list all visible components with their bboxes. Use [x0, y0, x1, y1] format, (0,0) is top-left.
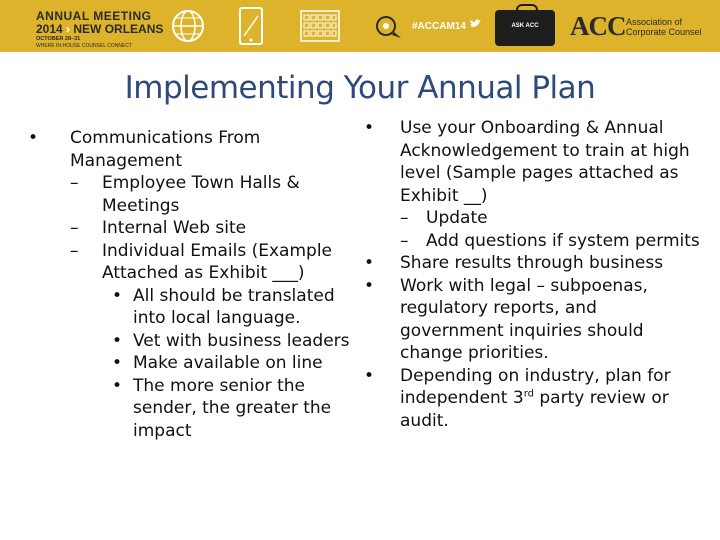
text-part: Depending on industry, plan for independent 3: [400, 365, 671, 408]
acc-logo: ACC: [570, 11, 626, 41]
event-hashtag: [412, 19, 481, 32]
logo-tagline: WHERE IN-HOUSE COUNSEL CONNECT: [36, 43, 132, 49]
list-item-text: Update: [426, 208, 488, 228]
ordinal-superscript: rd: [523, 388, 534, 400]
text-part: party review or audit.: [400, 388, 669, 431]
list-item-text: Employee Town Halls & Meetings: [102, 173, 300, 216]
list-item-text: Make available on line: [133, 353, 323, 373]
acc-name-line2: Corporate Counsel: [626, 27, 702, 37]
logo-city: NEW ORLEANS: [73, 22, 164, 36]
bullet-marker: •: [112, 353, 123, 373]
list-item: [364, 117, 704, 207]
list-item-text: Add questions if system permits: [426, 230, 700, 251]
list-item: [364, 252, 704, 275]
list-item-text: Share results through business: [400, 253, 664, 273]
list-item-text: Work with legal – subpoenas, regulatory reports, and government inquiries should change priorities.: [400, 275, 648, 363]
bullet-marker: •: [28, 128, 39, 148]
logo-event-year-city: [36, 22, 163, 36]
dash-marker: –: [70, 218, 79, 238]
dash-marker: –: [70, 240, 79, 261]
logo-event-name: ANNUAL MEETING: [36, 9, 152, 23]
slide-title: Implementing Your Annual Plan: [124, 70, 596, 106]
bullet-marker: •: [112, 330, 123, 351]
bullet-marker: •: [364, 365, 375, 386]
bag-label: ASK ACC: [511, 23, 539, 29]
list-item: [28, 172, 358, 217]
header-banner: [0, 0, 720, 52]
list-item-text: [400, 366, 671, 431]
annual-meeting-logo: [36, 9, 171, 49]
twitter-bird-icon: [469, 19, 481, 29]
hashtag-text: #ACCAM14: [412, 21, 466, 32]
list-item: [28, 127, 358, 172]
logo-year: 2014: [36, 22, 63, 36]
list-item: [28, 330, 358, 353]
list-item-text: All should be translated into local language.: [133, 285, 335, 328]
globe-icon: [170, 8, 206, 44]
right-column: [364, 117, 704, 432]
list-item: [364, 230, 704, 253]
list-item-text: Communications From Management: [70, 128, 261, 171]
bullet-marker: •: [364, 275, 375, 296]
dash-marker: –: [70, 173, 79, 193]
list-item: [28, 352, 358, 375]
list-item: [364, 365, 704, 433]
bullet-marker: •: [364, 253, 375, 273]
list-item-text: The more senior the sender, the greater the impact: [133, 375, 332, 441]
list-item: [364, 275, 704, 365]
calendar-grid-icon: [300, 10, 340, 42]
logo-dates: OCTOBER 28–31: [36, 36, 81, 42]
list-item: [364, 207, 704, 230]
bullet-marker: •: [364, 118, 375, 138]
list-item: [28, 217, 358, 240]
list-item: [28, 240, 358, 285]
list-item-text: Vet with business leaders: [133, 330, 350, 351]
list-item-text: Use your Onboarding & Annual Acknowledgement to train at high level (Sample pages attached as Exhibit __): [400, 118, 690, 206]
logo-separator: ›: [66, 22, 71, 36]
list-item-text: Internal Web site: [102, 218, 247, 238]
left-column: [28, 127, 358, 442]
list-item: [28, 375, 358, 443]
tablet-icon: [238, 6, 264, 46]
bullet-marker: •: [112, 375, 123, 396]
dash-marker: –: [400, 230, 409, 251]
list-item: [28, 285, 358, 330]
bullet-marker: •: [112, 285, 123, 306]
list-item-text: Individual Emails (Example Attached as Exhibit ___): [102, 240, 333, 283]
dash-marker: –: [400, 208, 409, 228]
acc-name-line1: Association of: [626, 17, 683, 27]
chat-icon: [375, 14, 403, 40]
